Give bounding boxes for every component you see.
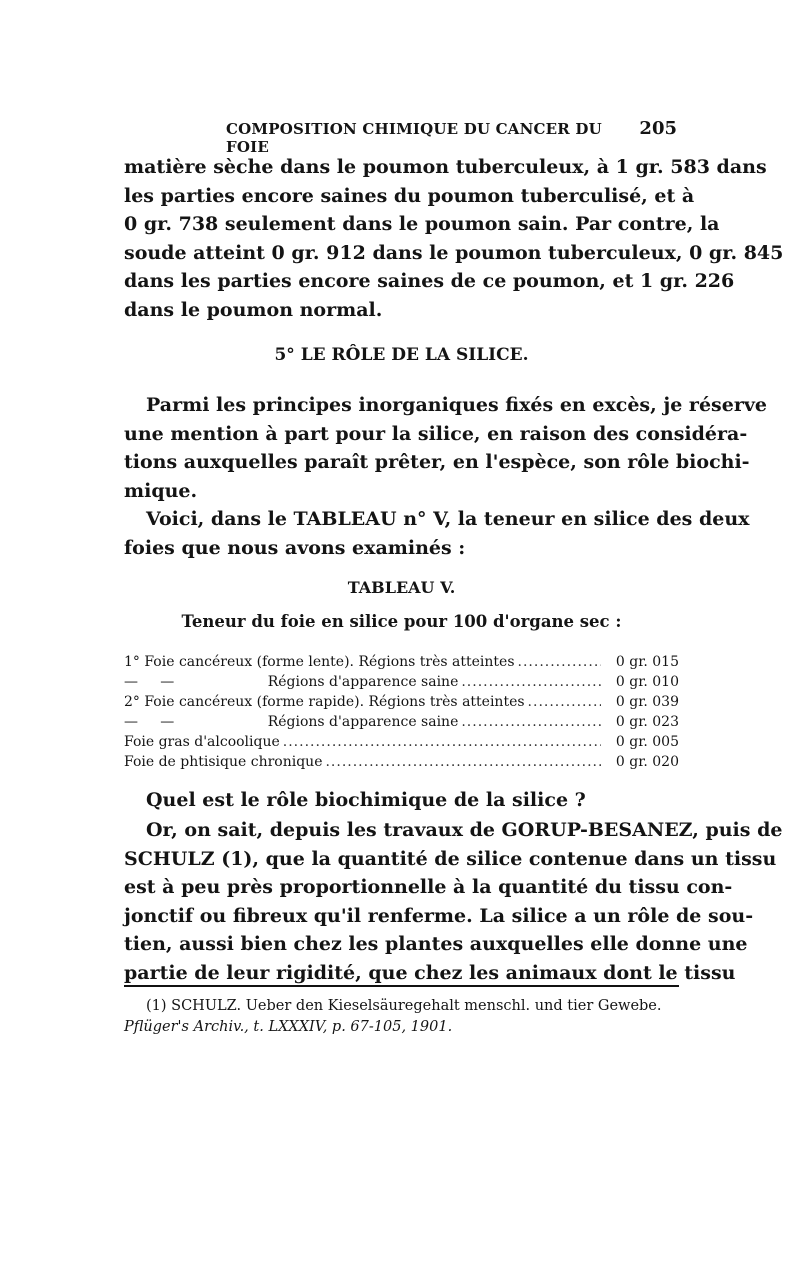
- leader-dots: [528, 692, 601, 712]
- leader-dots: [461, 672, 601, 692]
- row-label: Foie gras d'alcoolique: [124, 734, 280, 750]
- text-line: mique.: [124, 479, 198, 502]
- text-line: dans les parties encore saines de ce poumon, et 1 gr. 226: [124, 270, 735, 292]
- footnote-line: Pflüger's Archiv., t. LXXXIV, p. 67-105, 1901.: [124, 1019, 453, 1035]
- leader-dots: [461, 712, 601, 732]
- table-title: TABLEAU V.: [347, 578, 456, 597]
- row-value: 0 gr. 005: [615, 734, 679, 750]
- leader-dots: [518, 652, 601, 672]
- paragraph-poumon-values: [124, 153, 784, 324]
- text-line: Or, on sait, depuis les travaux de GORUP-BESANEZ, puis de: [146, 819, 783, 841]
- text-line: Voici, dans le TABLEAU n° V, la teneur en silice des deux: [146, 508, 750, 530]
- running-title: COMPOSITION CHIMIQUE DU CANCER DU FOIE: [226, 120, 602, 156]
- leader-dots: [283, 732, 601, 752]
- row-label: 1° Foie cancéreux (forme lente). Régions très atteintes: [124, 654, 515, 670]
- table-row: [124, 712, 679, 732]
- footnote: [124, 996, 679, 1038]
- row-value: 0 gr. 015: [615, 654, 679, 670]
- table-row: [124, 732, 679, 752]
- footnote-rule: [124, 985, 679, 987]
- text-line: jonctif ou fibreux qu'il renferme. La silice a un rôle de sou-: [124, 904, 754, 927]
- table-row: [124, 692, 679, 712]
- text-line: dans le poumon normal.: [124, 298, 383, 321]
- table-caption: Teneur du foie en silice pour 100 d'organe sec :: [181, 612, 622, 631]
- row-label: 2° Foie cancéreux (forme rapide). Régions très atteintes: [124, 694, 525, 710]
- text-line: SCHULZ (1), que la quantité de silice contenue dans un tissu: [124, 847, 777, 870]
- row-value: 0 gr. 023: [615, 714, 679, 730]
- text-line: Quel est le rôle biochimique de la silice ?: [146, 789, 586, 811]
- silica-table: [124, 652, 679, 772]
- footnote-line: (1) SCHULZ. Ueber den Kieselsäuregehalt menschl. und tier Gewebe.: [146, 998, 662, 1014]
- paragraph-question: [124, 786, 679, 815]
- text-line: 0 gr. 738 seulement dans le poumon sain. Par contre, la: [124, 213, 720, 235]
- table-row: [124, 752, 679, 772]
- text-line: tien, aussi bien chez les plantes auxquelles elle donne une: [124, 933, 748, 955]
- paragraph-gorup-besanez: [124, 816, 783, 987]
- text-line: matière sèche dans le poumon tuberculeux, à 1 gr. 583 dans: [124, 156, 767, 178]
- row-value: 0 gr. 020: [615, 754, 679, 770]
- row-label: — — Régions d'apparence saine: [124, 674, 459, 690]
- text-line: soude atteint 0 gr. 912 dans le poumon tuberculeux, 0 gr. 845: [124, 241, 784, 264]
- row-value: 0 gr. 039: [615, 694, 679, 710]
- text-line: Parmi les principes inorganiques fixés en excès, je réserve: [146, 394, 767, 416]
- text-line: est à peu près proportionnelle à la quantité du tissu con-: [124, 876, 733, 898]
- row-label: — — Régions d'apparence saine: [124, 714, 459, 730]
- text-line: partie de leur rigidité, que chez les animaux dont le tissu: [124, 961, 736, 984]
- running-head: [226, 118, 677, 156]
- text-line: foies que nous avons examinés :: [124, 536, 466, 559]
- section-heading: 5° LE RÔLE DE LA SILICE.: [274, 345, 529, 365]
- paragraph-tableau-ref: [124, 505, 750, 562]
- paragraph-silice-intro: [124, 391, 767, 505]
- table-row: [124, 672, 679, 692]
- table-row: [124, 652, 679, 672]
- text-line: une mention à part pour la silice, en raison des considéra-: [124, 422, 748, 445]
- row-value: 0 gr. 010: [615, 674, 679, 690]
- text-line: les parties encore saines du poumon tuberculisé, et à: [124, 184, 695, 207]
- text-line: tions auxquelles paraît prêter, en l'espèce, son rôle biochi-: [124, 451, 750, 473]
- leader-dots: [325, 752, 601, 772]
- row-label: Foie de phtisique chronique: [124, 754, 323, 770]
- page-number: 205: [639, 118, 677, 139]
